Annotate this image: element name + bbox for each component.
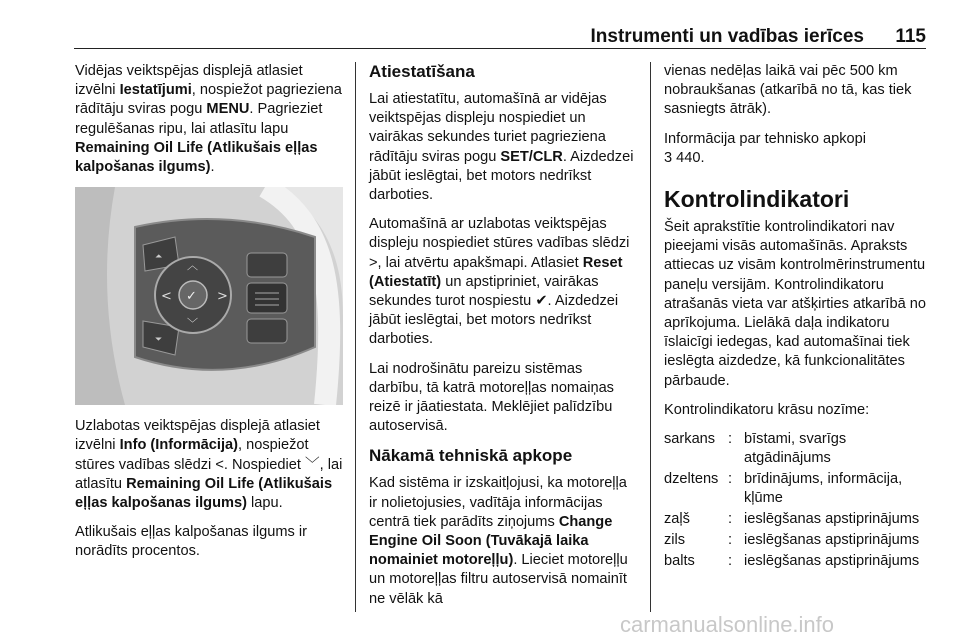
table-row: zils : ieslēgšanas apstiprinājums xyxy=(664,532,920,549)
steering-wheel-image xyxy=(75,187,343,405)
paragraph: Vidējas veiktspējas displejā atlasiet izvēlni Iestatījumi, nospiežot pagrieziena rādītāju sviras pogu MENU. Pagrieziet regulēšanas ripu, lai atlasītu lapu Remaining Oil Life (Atlikušais eļļas kalpošanas ilgums). xyxy=(75,63,342,176)
page-title: Instrumenti un vadības ierīces xyxy=(590,26,864,47)
steering-wheel-controls-illustration xyxy=(75,187,343,405)
svg-text:﹀: ﹀ xyxy=(187,317,198,331)
paragraph: Lai atiestatītu, automašīnā ar vidējas veiktspējas displeju nospiediet un vairākas sekundes turiet pagrieziena rādītāju sviras pogu SET/CLR. Aizdedzei jābūt ieslēgtai, bet motors nedrīkst darboties. xyxy=(369,91,634,204)
section-heading: Nākamā tehniskā apkope xyxy=(369,446,573,466)
section-heading: Atiestatīšana xyxy=(369,62,475,81)
table-row: sarkans : bīstami, svarīgs atgādinājums xyxy=(664,431,847,467)
paragraph: Kontrolindikatoru krāsu nozīme: xyxy=(664,401,870,418)
checkmark-icon: ✔ xyxy=(535,293,548,310)
paragraph: Kad sistēma ir izskaitļojusi, ka motoreļļa ir nolietojusies, vadītāja informācijas centrā tiek parādīts ziņojums Change Engine Oil Soon (Tuvākajā laika nomainiet motoreļļu). Lieciet motoreļļu un motoreļļas filtru autoservisā nomainīt ne vēlāk kā xyxy=(369,475,628,607)
svg-text:<: < xyxy=(161,289,172,305)
column-2 xyxy=(369,62,637,619)
column-1 xyxy=(75,62,343,572)
column-divider-2 xyxy=(650,62,651,612)
svg-text:︿: ︿ xyxy=(187,259,198,273)
paragraph: vienas nedēļas laikā vai pēc 500 km nobraukšanas (atkarībā no tā, kas tiek sasniegts ātrāk). xyxy=(664,63,912,118)
watermark-text: carmanualsonline.info xyxy=(620,612,835,637)
paragraph: Lai nodrošinātu pareizu sistēmas darbību, tā katrā motoreļļas nomaiņas reizē ir jāatiestata. Meklējiet palīdzību autoservisā. xyxy=(369,360,614,435)
chevron-down-icon: ﹀ xyxy=(305,456,320,473)
page-reference: 3 440. xyxy=(664,149,705,166)
chevron-right-icon: > xyxy=(369,254,378,271)
table-row: zaļš : ieslēgšanas apstiprinājums xyxy=(664,511,920,528)
paragraph: Šeit aprakstītie kontrolindikatori nav pieejami visās automašīnās. Apraksts attiecas uz visām kontrolmērinstrumentu paneļu versijām. Kontrolindikatoru atrašanās vieta var atšķirties atkarībā no aprīkojuma. Lielākā daļa indikatoru īslaicīgi iedegas, kad automašīnai tiek ieslēgta aizdedze, kā funkcionalitātes pārbaude. xyxy=(664,219,927,389)
chapter-heading: Kontrolindikatori xyxy=(664,186,850,213)
paragraph: Atlikušais eļļas kalpošanas ilgums ir norādīts procentos. xyxy=(75,524,307,560)
table-row: balts : ieslēgšanas apstiprinājums xyxy=(664,553,920,570)
column-divider-1 xyxy=(355,62,356,612)
color-meaning-table xyxy=(664,430,932,573)
svg-text:✓: ✓ xyxy=(186,289,197,305)
column-3 xyxy=(664,62,932,573)
paragraph: Automašīnā ar uzlabotas veiktspējas displeju nospiediet stūres vadības slēdzi >, lai atvērtu apakšmapi. Atlasiet Reset (Atiestatīt) un apstipriniet, vairākas sekundes turot nospiestu ✔. Aizdedzei jābūt ieslēgtai, bet motors nedrīkst darboties. xyxy=(369,216,630,348)
svg-text:⏷: ⏷ xyxy=(155,335,163,346)
page-number: 115 xyxy=(895,26,926,47)
svg-text:⏶: ⏶ xyxy=(155,252,163,263)
paragraph: Uzlabotas veiktspējas displejā atlasiet izvēlni Info (Informācija), nospiežot stūres vadības slēdzi <. Nospiediet ﹀, lai atlasītu Remaining Oil Life (Atlikušais eļļas kalpošanas ilgums) lapu. xyxy=(75,418,343,512)
svg-text:>: > xyxy=(217,289,228,305)
page-header xyxy=(74,22,926,49)
table-row: dzeltens : brīdinājums, informācija, kļūme xyxy=(664,471,903,507)
chevron-left-icon: < xyxy=(215,456,224,473)
paragraph: Informācija par tehnisko apkopi 3 440. xyxy=(664,130,866,166)
